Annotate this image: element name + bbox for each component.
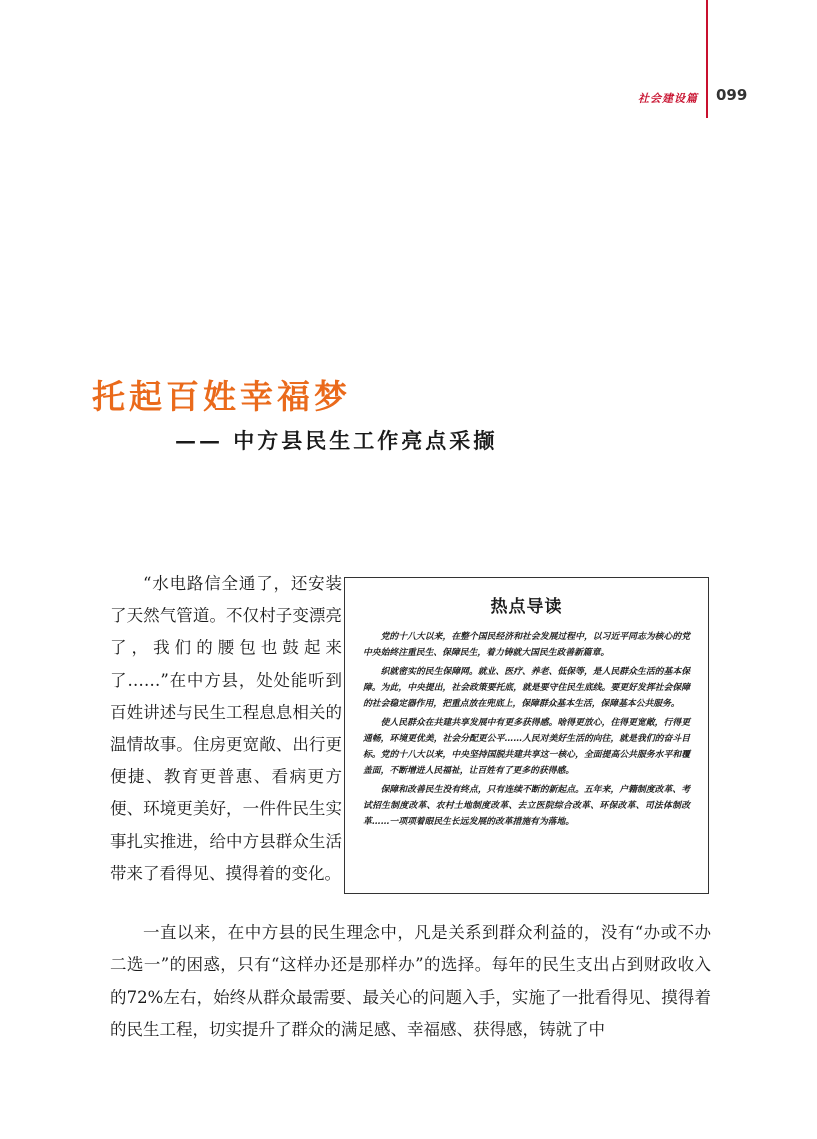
lead-paragraph: “水电路信全通了，还安装了天然气管道。不仅村子变漂亮了，我们的腰包也鼓起来了……”在中方县，处处能听到百姓讲述与民生工程息息相关的温情故事。住房更宽敞、出行更便捷、教育更普惠、看病更方便、环境更美好，一件件民生实事扎实推进，给中方县群众生活带来了看得见、摸得着的变化。 (110, 574, 342, 883)
box-title: 热点导读 (490, 597, 563, 617)
page-number: 099 (716, 86, 748, 104)
section-label: 社会建设篇 (638, 92, 698, 105)
box-paragraph: 织就密实的民生保障网。就业、医疗、养老、低保等，是人民群众生活的基本保障。为此，中央提出，社会政策要托底，就是要守住民生底线。要更好发挥社会保障的社会稳定器作用，把重点放在兜底上，保障群众基本生活，保障基本公共服务。 (363, 667, 690, 709)
body-paragraph: 一直以来，在中方县的民生理念中，凡是关系到群众利益的，没有“办或不办二选一”的困惑，只有“这样办还是那样办”的选择。每年的民生支出占到财政收入的72%左右，始终从群众最需要、最关心的问题入手，实施了一批看得见、摸得着的民生工程，切实提升了群众的满足感、幸福感、获得感，铸就了中 (110, 923, 711, 1040)
box-paragraph: 党的十八大以来，在整个国民经济和社会发展过程中，以习近平同志为核心的党中央始终注重民生、保障民生，着力铸就大国民生政善新篇章。 (363, 632, 690, 658)
article-subtitle: —— 中方县民生工作亮点采撷 (175, 428, 498, 453)
article-title: 托起百姓幸福梦 (92, 377, 351, 416)
hot-topic-box (344, 577, 709, 894)
header-rule (706, 0, 708, 118)
box-paragraph: 使人民群众在共建共享发展中有更多获得感。啥得更放心，住得更宽敞，行得更通畅，环境更优美，社会分配更公平……人民对美好生活的向往，就是我们的奋斗目标。党的十八大以来，中央坚持国脱共建共享这一核心，全面提高公共服务水平和覆盖面，不断增进人民福祉，让百姓有了更多的获得感。 (363, 718, 690, 776)
box-paragraph: 保障和改善民生没有终点，只有连续不断的新起点。五年来，户籍制度改革、考试招生制度改革、农村土地制度改革、去立医院综合改革、环保改革、司法体制改革……一项项着眼民生长远发展的改革措施有为落地。 (363, 785, 690, 827)
